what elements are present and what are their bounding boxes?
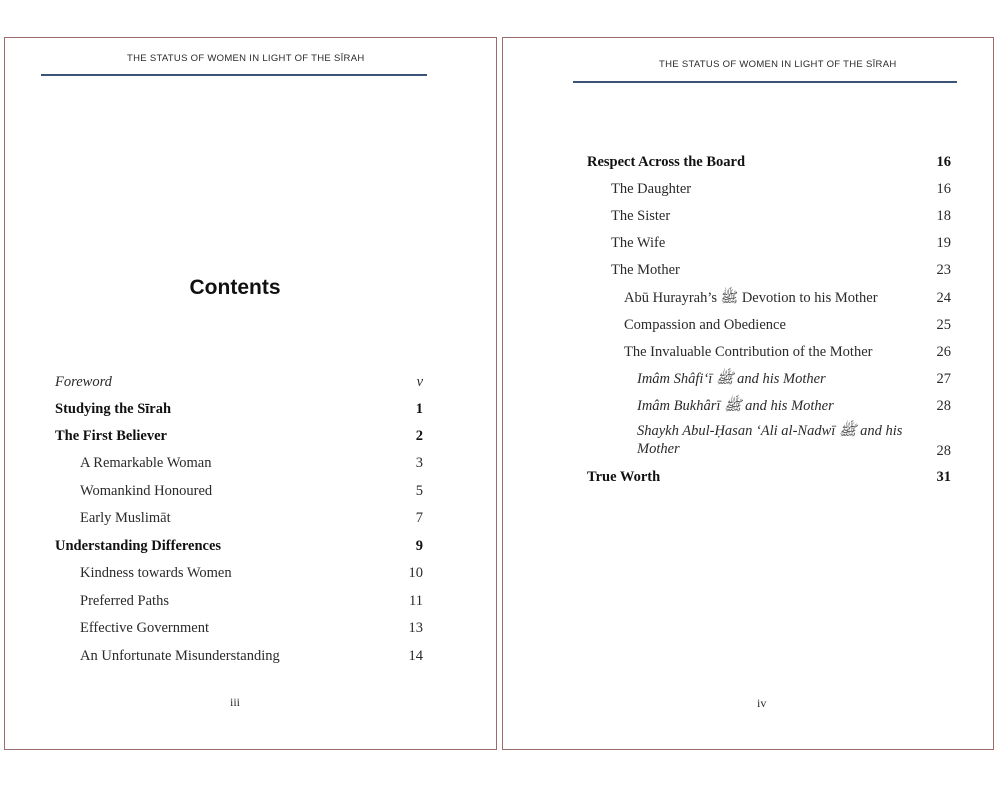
contents-heading: Contents: [189, 276, 281, 299]
header-rule: [573, 81, 957, 83]
toc-entry-page: 16: [936, 154, 951, 170]
running-head: THE STATUS OF WOMEN IN LIGHT OF THE SĪRAH: [127, 53, 365, 64]
toc-entry-label: Early Muslimāt: [80, 510, 171, 526]
toc-entry-label: True Worth: [587, 469, 661, 485]
toc-entry-label: Studying the Sīrah: [55, 401, 172, 417]
header-rule: [41, 74, 427, 76]
page-number: iii: [230, 695, 241, 709]
toc-entry-label: Compassion and Obedience: [624, 317, 786, 333]
toc-entry-label: Imâm Shâfi‘ī ﷺ and his Mother: [637, 371, 826, 387]
toc-entry-page: 2: [415, 428, 423, 444]
toc-entry-label: Understanding Differences: [55, 538, 222, 554]
toc-entry-page: 19: [936, 235, 951, 251]
toc-entry-page: 16: [936, 181, 951, 197]
toc-entry-page: 10: [408, 565, 423, 581]
page-number: iv: [757, 696, 767, 710]
toc-entry-page: 5: [415, 483, 423, 499]
toc-entry-label: Shaykh Abul-Ḥasan ‘Ali al-Nadwī ﷺ and his Mother: [637, 423, 903, 457]
toc-entry-label: The First Believer: [55, 428, 167, 444]
toc-entry-page: 25: [936, 317, 951, 333]
toc-entry-page: 27: [936, 371, 951, 387]
toc-entry-page: 11: [409, 593, 423, 609]
toc-entry-page: 31: [936, 469, 951, 485]
left-page: [4, 37, 497, 750]
toc-entry-page: 23: [936, 262, 951, 278]
toc-entry-page: v: [416, 374, 423, 390]
toc-entry-page: 3: [415, 455, 423, 471]
toc-entry-page: 18: [936, 208, 951, 224]
toc-entry-label: Kindness towards Women: [80, 565, 232, 581]
toc-entry-label: Abū Hurayrah’s ﷺ Devotion to his Mother: [624, 290, 878, 306]
right-page: [502, 37, 994, 750]
toc-entry-page: 26: [936, 344, 951, 360]
toc-entry-label: The Wife: [611, 235, 666, 251]
toc-entry-label: The Sister: [611, 208, 671, 224]
toc-entry-label: Imâm Bukhârī ﷺ and his Mother: [637, 398, 834, 414]
toc-entry-label: Preferred Paths: [80, 593, 169, 609]
toc-entry-page: 9: [415, 538, 423, 554]
toc-entry-page: 28: [936, 443, 951, 459]
toc-entry-label: The Mother: [611, 262, 680, 278]
toc-entry-page: 1: [415, 401, 423, 417]
toc-entry-page: 28: [936, 398, 951, 414]
toc-entry-shaykh-abul-hasan[interactable]: [637, 422, 951, 460]
toc-entry-page: 7: [415, 510, 423, 526]
running-head: THE STATUS OF WOMEN IN LIGHT OF THE SĪRAH: [659, 59, 897, 70]
toc-entry-label: An Unfortunate Misunderstanding: [80, 648, 280, 664]
toc-entry-page: 14: [408, 648, 423, 664]
toc-entry-label: The Daughter: [611, 181, 692, 197]
toc-entry-page: 13: [408, 620, 423, 636]
toc-entry-label: Foreword: [55, 374, 112, 390]
toc-entry-label: Womankind Honoured: [80, 483, 213, 499]
toc-entry-label: Respect Across the Board: [587, 154, 746, 170]
toc-entry-label: A Remarkable Woman: [80, 455, 212, 471]
toc-entry-label: The Invaluable Contribution of the Mother: [624, 344, 873, 360]
toc-entry-page: 24: [936, 290, 951, 306]
toc-entry-label: Effective Government: [80, 620, 209, 636]
